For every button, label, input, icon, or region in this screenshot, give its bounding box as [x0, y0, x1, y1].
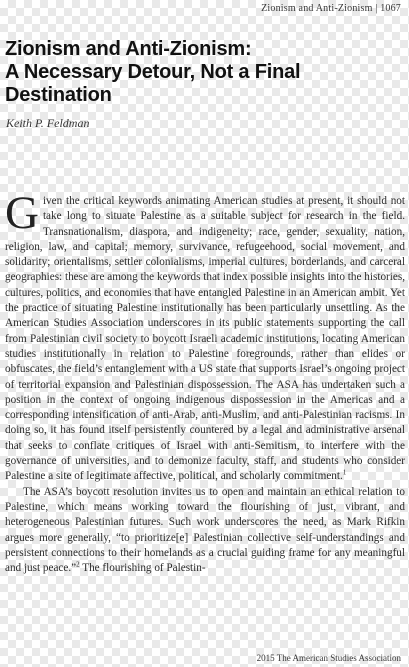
article-title — [5, 38, 400, 107]
article-body — [5, 187, 405, 576]
page-footer: 2015 The American Studies Association — [256, 653, 401, 663]
paragraph-1 — [5, 187, 405, 485]
paragraph-2-text: The ASA’s boycott resolution invites us to open and maintain an ethical relation to Palestine, which means working toward the flourishing of just, vibrant, and heterogeneous Palestinian futures. Such work underscores the need, as Mark Rifkin argues more generally, “to prioritize[e] Palestinian collective self-understandings and persistent connections to their homelands as a crucial guiding frame for any meaningful and just peace.” — [5, 485, 405, 575]
running-head: Zionism and Anti-Zionism | 1067 — [261, 3, 401, 14]
paragraph-1-text: iven the critical keywords animating American studies at present, it should not take long to situate Palestine as a suitable subject for research in the field. Transnationalism, diaspora, and indigeneity; race, gender, sexuality, nation, religion, law, and capital; memory, survivance, refugeehood, social movement, and solidarity; orientalisms, settler colonialisms, imperial cultures, borderlands, and carceral geographies: these are among the keywords that index possible insights into the histories, cultures, politics, and economies that have entangled Palestine in an American ambit. Yet the practice of situating Palestine institutionally has been particularly unsettling. As the American Studies Association underscores in its public statements supporting the call from Palestinian civil society to boycott Israeli academic institutions, locating American studies institutionally in relation to Palestine foregrounds, rather than elides or obfuscates, the field’s entanglement with a US state that supports Israel’s ongoing project of territorial expansion and Palestinian dispossession. The ASA has undertaken such a position in the context of ongoing indigenous dispossession in the Americas and a corresponding intensification of anti-Arab, anti-Muslim, and anti-Palestinian racisms. In doing so, it has found itself persistently countered by a legal and administrative arsenal that seeks to conflate critiques of Israel with anti-Semitism, to interfere with the governance of universities, and to demonize faculty, staff, and students who consider Palestine a site of legitimate affective, political, and scholarly commitment. — [5, 195, 405, 483]
drop-cap: G — [5, 187, 39, 239]
footnote-ref-1[interactable]: 1 — [342, 468, 347, 477]
title-line-2: A Necessary Detour, Not a Final — [5, 61, 301, 83]
title-line-3: Destination — [5, 84, 112, 106]
footnote-ref-2[interactable]: 2 — [76, 560, 80, 569]
author-name: Keith P. Feldman — [6, 116, 90, 130]
paragraph-2 — [5, 485, 405, 577]
paragraph-2-tail: The flourishing of Palestin- — [79, 562, 206, 575]
title-line-1: Zionism and Anti-Zionism: — [5, 38, 252, 60]
